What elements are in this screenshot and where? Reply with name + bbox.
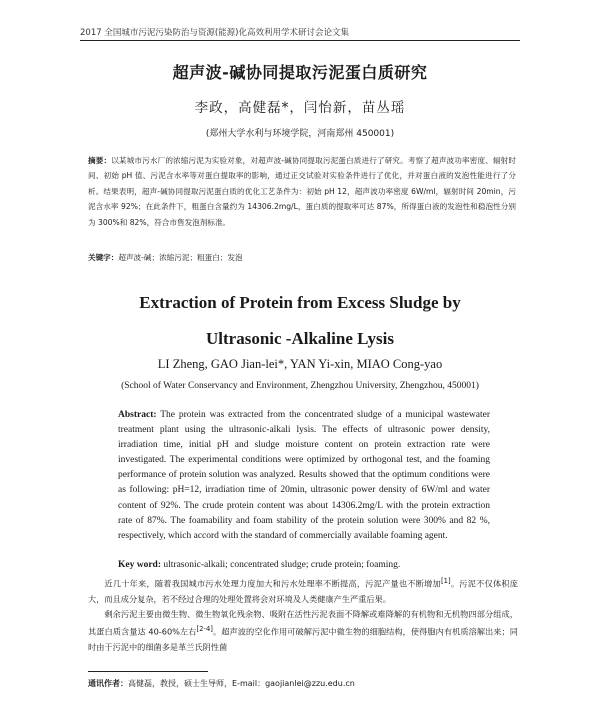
chinese-affiliation: (郑州大学水利与环境学院，河南郑州 450001) (205, 129, 395, 139)
body-paragraph (88, 574, 518, 607)
header-rule (80, 40, 520, 41)
english-abstract-label: Abstract: (118, 410, 157, 420)
citation-1: [1] (440, 577, 451, 585)
chinese-keywords (88, 252, 516, 263)
footnote-text: 高健磊，教授，硕士生导师，E-mail：gaojianlei@zzu.edu.cn (128, 679, 355, 688)
footnote-label: 通讯作者： (88, 679, 128, 688)
chinese-keywords-text: 超声波-碱；浓缩污泥；粗蛋白；发泡 (118, 253, 243, 262)
corresponding-author-footnote (88, 678, 518, 689)
citation-2-4: [2-4] (196, 625, 213, 634)
english-abstract (118, 408, 490, 544)
english-title (80, 285, 520, 357)
running-header: 2017 全国城市污泥污染防治与资源(能源)化高效利用学术研讨会论文集 (80, 28, 349, 38)
body-p1-text-a: 近几十年来，随着我国城市污水处理力度加大和污水处理率不断提高，污泥产量也不断增加 (104, 578, 441, 589)
body-text (88, 574, 518, 655)
english-keywords-label: Key word: (118, 560, 162, 570)
chinese-abstract-text: 以某城市污水厂的浓缩污泥为实验对象，对超声波-碱协同提取污泥蛋白质进行了研究。考察了超声波功率密度、辐射时间、初始 pH 值、污泥含水率等对蛋白提取率的影响，通过正交试验对实验条件进行了优化，并对蛋白液的发泡性能进行了分析。结果表明，超声-碱协同提取污泥蛋白质的优化工艺条件为：初始 pH 12，超声波功率密度 6W/ml，辐射时间 20min，污泥含水率 92%；在此条件下，粗蛋白含量约为 14306.2mg/L，蛋白质的提取率可达 87%，所得蛋白液的发泡性和稳泡性分别为 300%和 82%，符合市售发泡剂标准。 (88, 156, 517, 227)
english-keywords-text: ultrasonic-alkali; concentrated sludge; crude protein; foaming. (163, 560, 401, 570)
chinese-abstract-label: 摘要： (88, 156, 112, 165)
english-authors: LI Zheng, GAO Jian-lei*, YAN Yi-xin, MIAO Cong-yao (157, 357, 443, 371)
chinese-keywords-label: 关键字： (88, 253, 119, 262)
body-p2-text-a: 剩余污泥主要由微生物、微生物氧化残余物、吸附在活性污泥表面不降解或难降解的有机物和无机物四部分组成，其蛋白质含量达 40-60%左右 (88, 609, 518, 638)
chinese-title: 超声波-碱协同提取污泥蛋白质研究 (172, 63, 428, 82)
footnote-rule (88, 671, 208, 672)
chinese-authors: 李政，高健磊*，闫怡新，苗丛瑶 (194, 100, 406, 116)
english-title-line-2: Ultrasonic -Alkaline Lysis (206, 329, 394, 348)
english-title-line-1: Extraction of Protein from Excess Sludge by (139, 293, 461, 312)
body-p2-text-b: 。超声波的空化作用可破解污泥中微生物的细胞结构，使得胞内有机质溶解出来；同时由于污泥中的细菌多是革兰氏阴性菌 (88, 627, 518, 653)
body-p1-text-b: 。污泥不仅体积庞大，而且成分复杂，若不经过合理的处理处置将会对环境及人类健康产生严重后果。 (88, 578, 518, 604)
body-paragraph (88, 607, 518, 655)
english-affiliation: (School of Water Conservancy and Environment, Zhengzhou University, Zhengzhou, 450001) (121, 381, 479, 391)
english-keywords (118, 560, 490, 570)
english-abstract-text: The protein was extracted from the concentrated sludge of a municipal wastewater treatment plant using the ultrasonic-alkali lysis. The effects of ultrasonic power density, irradiation time, initial pH and sludge moisture content on protein extraction rate were investigated. The experimental conditions were optimized by orthogonal test, and the foaming performance of protein solution was analyzed. Results showed that the optimum conditions were as following: pH=12, irradiation time of 20min, ultrasonic power density of 6W/ml and water content of 92%. The crude protein content was about 14306.2mg/L with the protein extraction rate of 87%. The foamability and foam stability of the protein solution were 300% and 82 %, respectively, which accord with the standard of commercially available foaming agent. (118, 410, 490, 541)
chinese-abstract (88, 153, 516, 230)
